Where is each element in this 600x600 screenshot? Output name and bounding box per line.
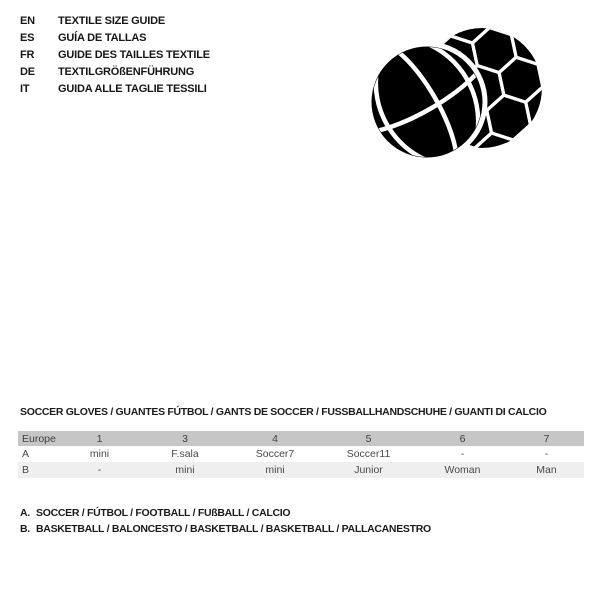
lang-text: GUÍA DE TALLAS xyxy=(58,32,147,44)
lang-row-es xyxy=(20,30,210,47)
lang-code: IT xyxy=(20,83,30,95)
table-row-a xyxy=(18,446,584,462)
lang-row-it xyxy=(20,81,210,98)
header-cell-size: 5 xyxy=(365,432,372,445)
header-cell-size: 3 xyxy=(182,432,188,445)
table-cell: mini xyxy=(265,464,285,476)
lang-text: GUIDE DES TAILLES TEXTILE xyxy=(58,49,210,61)
lang-row-de xyxy=(20,64,210,81)
table-cell: Soccer11 xyxy=(346,448,391,460)
footnote-label: A. xyxy=(20,507,30,519)
row-label: A xyxy=(22,448,30,460)
header-cell-size: 7 xyxy=(543,432,550,445)
footnote-a xyxy=(20,506,431,522)
lang-row-fr xyxy=(20,47,210,64)
lang-row-en xyxy=(20,13,210,30)
header-cell-size: 4 xyxy=(272,432,278,445)
table-cell: - xyxy=(97,464,102,476)
footnote-b xyxy=(20,522,431,538)
table-cell: Man xyxy=(536,464,557,476)
footnote-label: B. xyxy=(20,522,30,535)
table-cell: mini xyxy=(175,464,195,476)
size-table xyxy=(18,431,584,478)
lang-text: TEXTILGRÖßENFÜHRUNG xyxy=(58,66,195,78)
size-table-header-row xyxy=(18,431,584,446)
header-cell-size: 1 xyxy=(96,432,103,445)
table-cell: mini xyxy=(89,448,110,460)
table-cell: - xyxy=(460,448,465,460)
table-cell: Junior xyxy=(354,464,383,476)
header-cell-size: 6 xyxy=(459,432,466,445)
lang-text: GUIDA ALLE TAGLIE TESSILI xyxy=(58,83,207,95)
language-title-block xyxy=(20,13,210,98)
footnote-text: BASKETBALL / BALONCESTO / BASKETBALL / BASKETBALL / PALLACANESTRO xyxy=(36,522,431,535)
footnote-text: SOCCER / FÚTBOL / FOOTBALL / FUßBALL / CALCIO xyxy=(36,507,291,519)
table-cell: - xyxy=(544,448,549,460)
lang-text: TEXTILE SIZE GUIDE xyxy=(58,15,166,27)
footnotes xyxy=(20,506,431,537)
lang-code: ES xyxy=(20,32,35,44)
table-cell: Woman xyxy=(444,464,481,476)
lang-code: DE xyxy=(20,66,35,78)
size-table-title: SOCCER GLOVES / GUANTES FÚTBOL / GANTS DE SOCCER / FUSSBALLHANDSCHUHE / GUANTI DI CALCIO xyxy=(20,406,547,418)
table-row-b xyxy=(18,462,584,478)
table-cell: F.sala xyxy=(171,448,199,460)
lang-code: EN xyxy=(20,15,35,27)
table-cell: Soccer7 xyxy=(255,448,295,460)
lang-code: FR xyxy=(20,49,35,61)
basketball-and-soccer-ball-icon xyxy=(358,14,548,166)
header-cell-europe: Europe xyxy=(22,432,56,445)
row-label: B xyxy=(22,464,30,476)
